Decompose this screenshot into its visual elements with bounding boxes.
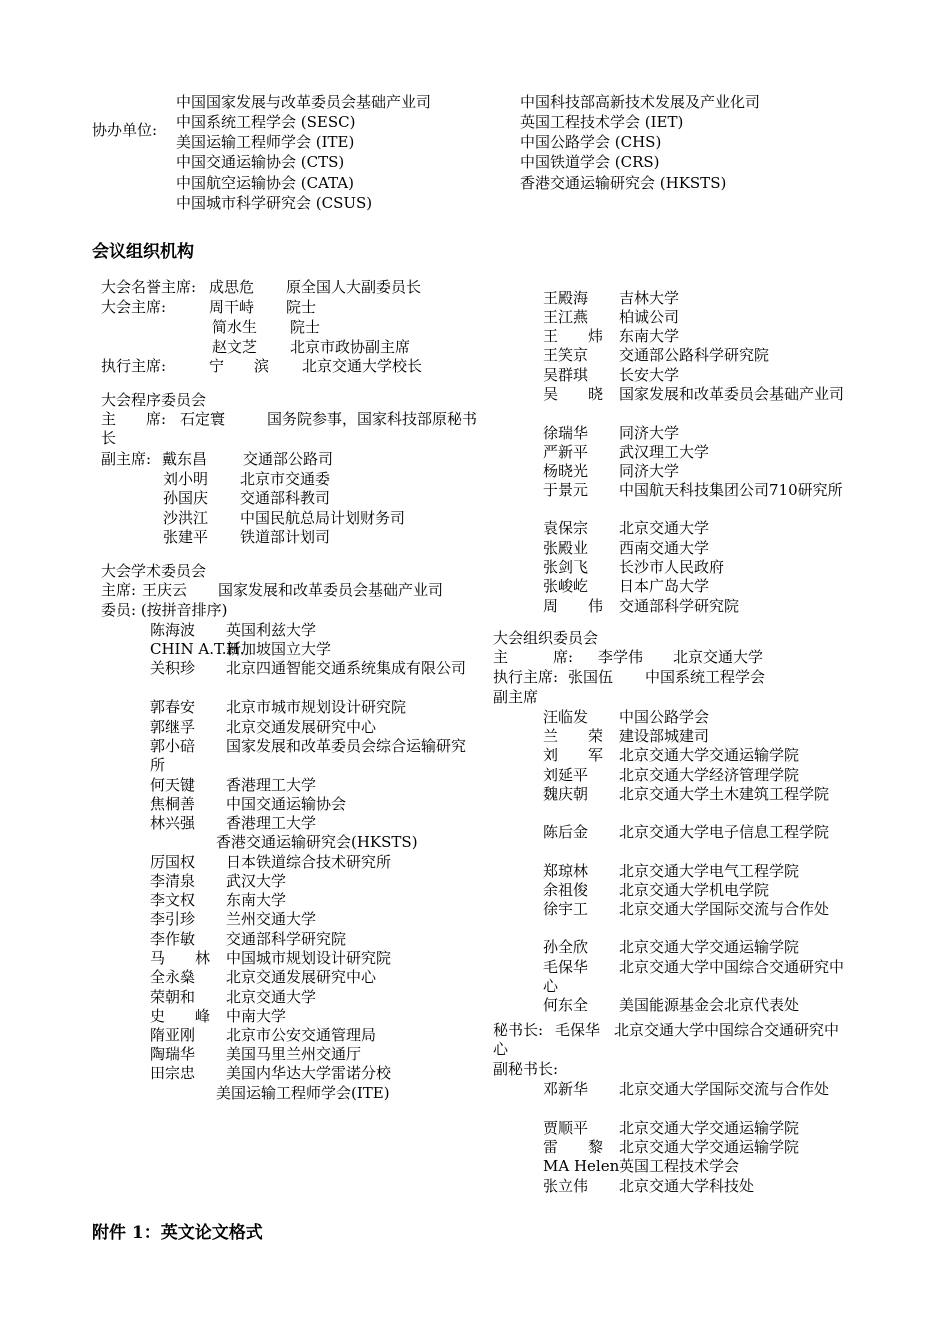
member-name: 魏庆朝	[543, 785, 589, 803]
chair-org-0: 院士	[286, 298, 317, 316]
program-vice-org-4: 铁道部计划司	[240, 528, 331, 546]
exec-chair-label: 执行主席:	[101, 357, 167, 375]
sec-org: 北京交通大学中国综合交通研究中心	[493, 1021, 840, 1058]
cohost-right-0: 中国科技部高新技术发展及产业化司	[520, 93, 761, 111]
chair-org-1: 院士	[290, 318, 321, 336]
dep-sec-label: 副秘书长:	[493, 1060, 559, 1078]
honorary-label: 大会名誉主席:	[101, 278, 197, 296]
organizing-chair-label: 主 席:	[493, 648, 574, 666]
member-org: 北京交通大学交通运输学院	[619, 1119, 800, 1137]
member-org: 交通部科学研究院	[619, 597, 740, 615]
member-org: 北京交通大学中国综合交通研究中心	[543, 958, 845, 995]
program-title: 大会程序委员会	[101, 391, 207, 409]
member-org: 交通部公路科学研究院	[619, 346, 770, 364]
member-name: 李作敏	[150, 930, 196, 948]
cohost-left-2: 美国运输工程师学会 (ITE)	[176, 133, 355, 151]
member-name: 陈海波	[150, 621, 196, 639]
member-org: 美国马里兰州交通厅	[226, 1045, 362, 1063]
organizing-chair-name: 李学伟	[598, 648, 644, 666]
organizing-vice-label: 副主席	[493, 688, 539, 706]
member-org: 建设部城建司	[619, 727, 710, 745]
member-name: CHIN A.T.H.	[150, 640, 245, 658]
appendix-title: 附件 1：英文论文格式	[92, 1223, 263, 1243]
member-org: 北京交通大学	[619, 519, 710, 537]
member-org: 北京交通大学国际交流与合作处	[619, 1080, 830, 1098]
member-org: 兰州交通大学	[226, 910, 317, 928]
member-org: 北京交通大学经济管理学院	[619, 766, 800, 784]
member-name: 李文权	[150, 891, 196, 909]
member-name: 焦桐善	[150, 795, 196, 813]
member-org: 香港理工大学	[226, 814, 317, 832]
academic-chair-label: 主席:	[101, 581, 137, 599]
member-name: 隋亚刚	[150, 1026, 196, 1044]
member-name: 郭继孚	[150, 718, 196, 736]
member-org: 北京交通大学机电学院	[619, 881, 770, 899]
member-name: 刘 军	[543, 746, 604, 764]
organizing-title: 大会组织委员会	[493, 629, 599, 647]
member-name: 杨晓光	[543, 462, 589, 480]
academic-members-label: 委员: (按拼音排序)	[101, 601, 228, 619]
member-org: 北京市城市规划设计研究院	[226, 698, 407, 716]
member-name: 荣朝和	[150, 988, 196, 1006]
member-org: 交通部科学研究院	[226, 930, 347, 948]
member-org: 北京交通大学土木建筑工程学院	[619, 785, 830, 803]
member-org: 同济大学	[619, 462, 680, 480]
member-org: 北京交通发展研究中心	[226, 718, 377, 736]
program-vice-name-3: 沙洪江	[163, 509, 209, 527]
member-org: 西南交通大学	[619, 539, 710, 557]
member-org: 同济大学	[619, 424, 680, 442]
member-name: 张剑飞	[543, 558, 589, 576]
member-name: 徐宇工	[543, 900, 589, 918]
sec-name: 毛保华	[555, 1021, 601, 1039]
cohost-left-5: 中国城市科学研究会 (CSUS)	[176, 194, 373, 212]
exec-chair-org: 北京交通大学校长	[302, 357, 423, 375]
program-vice-org-3: 中国民航总局计划财务司	[240, 509, 406, 527]
chair-name-2: 赵文芝	[212, 338, 258, 356]
member-org: 国家发展和改革委员会基础产业司	[619, 385, 845, 403]
member-name: 关积珍	[150, 659, 196, 677]
member-name: 何东全	[543, 996, 589, 1014]
member-name: 吴 晓	[543, 385, 604, 403]
cohost-right-1: 英国工程技术学会 (IET)	[520, 113, 684, 131]
cohost-label: 协办单位:	[92, 121, 158, 139]
member-name: 王殿海	[543, 289, 589, 307]
program-vice-label: 副主席:	[101, 450, 152, 468]
member-name: 张峻屹	[543, 577, 589, 595]
member-org: 北京交通大学科技处	[619, 1177, 755, 1195]
member-org: 武汉理工大学	[619, 443, 710, 461]
sec-label: 秘书长:	[493, 1021, 544, 1039]
member-name: 周 伟	[543, 597, 604, 615]
program-vice-name-2: 孙国庆	[163, 489, 209, 507]
member-org: 新加坡国立大学	[226, 640, 332, 658]
member-name: 刘延平	[543, 766, 589, 784]
member-name: 王 炜	[543, 327, 604, 345]
member-name: 陶瑞华	[150, 1045, 196, 1063]
member-org: 北京交通大学电气工程学院	[619, 862, 800, 880]
member-name: 李清泉	[150, 872, 196, 890]
academic-chair-org: 国家发展和改革委员会基础产业司	[218, 581, 444, 599]
member-org: 美国运输工程师学会(ITE)	[216, 1084, 390, 1102]
member-org: 中国交通运输协会	[226, 795, 347, 813]
member-org: 香港理工大学	[226, 776, 317, 794]
honorary-name: 成思危	[209, 278, 255, 296]
academic-chair-name: 王庆云	[142, 581, 188, 599]
program-chair-label: 主 席:	[101, 410, 167, 428]
member-org: 北京交通大学国际交流与合作处	[619, 900, 830, 918]
member-name: 王江燕	[543, 308, 589, 326]
member-name: 余祖俊	[543, 881, 589, 899]
member-org: 北京四通智能交通系统集成有限公司	[226, 659, 467, 677]
member-name: 陈后金	[543, 823, 589, 841]
cohost-left-4: 中国航空运输协会 (CATA)	[176, 174, 354, 192]
member-name: 张立伟	[543, 1177, 589, 1195]
member-name: 徐瑞华	[543, 424, 589, 442]
program-vice-name-1: 刘小明	[163, 470, 209, 488]
member-org: 东南大学	[619, 327, 680, 345]
organizing-exec-label: 执行主席:	[493, 668, 559, 686]
member-org: 吉林大学	[619, 289, 680, 307]
member-name: 郑琼林	[543, 862, 589, 880]
member-name: 李引珍	[150, 910, 196, 928]
program-chair-name: 石定寰	[180, 410, 226, 428]
member-name: 邓新华	[543, 1080, 589, 1098]
member-org: 英国利兹大学	[226, 621, 317, 639]
member-org: 长安大学	[619, 366, 680, 384]
cohost-left-1: 中国系统工程学会 (SESC)	[176, 113, 356, 131]
member-name: 何天键	[150, 776, 196, 794]
member-name: 袁保宗	[543, 519, 589, 537]
program-vice-org-1: 北京市交通委	[240, 470, 331, 488]
member-name: 张殿业	[543, 539, 589, 557]
member-org: 北京交通大学交通运输学院	[619, 746, 800, 764]
member-org: 北京交通大学交通运输学院	[619, 1138, 800, 1156]
member-org: 武汉大学	[226, 872, 287, 890]
member-name: 贾顺平	[543, 1119, 589, 1137]
chairs-label: 大会主席:	[101, 298, 167, 316]
member-org: 日本广岛大学	[619, 577, 710, 595]
cohost-right-2: 中国公路学会 (CHS)	[520, 133, 662, 151]
member-name: 田宗忠	[150, 1064, 196, 1082]
member-name: 王笑京	[543, 346, 589, 364]
chair-org-2: 北京市政协副主席	[290, 338, 411, 356]
organizing-chair-org: 北京交通大学	[673, 648, 764, 666]
member-name: 史 峰	[150, 1007, 211, 1025]
member-org: 中国航天科技集团公司710研究所	[619, 481, 843, 499]
member-name: 厉国权	[150, 853, 196, 871]
member-org: 中南大学	[226, 1007, 287, 1025]
program-chair-org: 国务院参事，国家科技部原秘书长	[101, 410, 478, 447]
member-name: MA Helen	[543, 1157, 620, 1175]
member-org: 中国城市规划设计研究院	[226, 949, 392, 967]
cohost-right-4: 香港交通运输研究会 (HKSTS)	[520, 174, 727, 192]
program-vice-name-0: 戴东昌	[162, 450, 208, 468]
member-name: 汪临发	[543, 708, 589, 726]
member-org: 香港交通运输研究会(HKSTS)	[216, 833, 418, 851]
member-org: 北京交通大学交通运输学院	[619, 938, 800, 956]
member-name: 雷 黎	[543, 1138, 604, 1156]
member-org: 北京市公安交通管理局	[226, 1026, 377, 1044]
exec-chair-name: 宁 滨	[209, 357, 270, 375]
organizing-exec-org: 中国系统工程学会	[645, 668, 766, 686]
member-name: 郭春安	[150, 698, 196, 716]
member-org: 柏诚公司	[619, 308, 680, 326]
chair-name-0: 周干峙	[209, 298, 255, 316]
program-vice-org-0: 交通部公路司	[243, 450, 334, 468]
member-name: 孙全欣	[543, 938, 589, 956]
member-name: 兰 荣	[543, 727, 604, 745]
member-org: 北京交通大学电子信息工程学院	[619, 823, 830, 841]
organizing-exec-name: 张国伍	[568, 668, 614, 686]
member-name: 于景元	[543, 481, 589, 499]
section-title: 会议组织机构	[92, 242, 194, 262]
member-org: 北京交通大学	[226, 988, 317, 1006]
cohost-right-3: 中国铁道学会 (CRS)	[520, 153, 660, 171]
member-name: 吴群琪	[543, 366, 589, 384]
member-org: 日本铁道综合技术研究所	[226, 853, 392, 871]
program-vice-name-4: 张建平	[163, 528, 209, 546]
member-org: 美国内华达大学雷诺分校	[226, 1064, 392, 1082]
member-name: 郭小碚	[150, 737, 196, 755]
member-org: 中国公路学会	[619, 708, 710, 726]
cohost-left-0: 中国国家发展与改革委员会基础产业司	[176, 93, 432, 111]
member-org: 国家发展和改革委员会综合运输研究所	[150, 737, 467, 774]
member-name: 林兴强	[150, 814, 196, 832]
cohost-left-3: 中国交通运输协会 (CTS)	[176, 153, 345, 171]
member-org: 北京交通发展研究中心	[226, 968, 377, 986]
member-org: 英国工程技术学会	[619, 1157, 740, 1175]
member-name: 全永燊	[150, 968, 196, 986]
academic-title: 大会学术委员会	[101, 562, 207, 580]
member-org: 美国能源基金会北京代表处	[619, 996, 800, 1014]
member-name: 马 林	[150, 949, 211, 967]
member-name: 毛保华	[543, 958, 589, 976]
member-name: 严新平	[543, 443, 589, 461]
member-org: 长沙市人民政府	[619, 558, 725, 576]
honorary-org: 原全国人大副委员长	[286, 278, 422, 296]
program-vice-org-2: 交通部科教司	[240, 489, 331, 507]
chair-name-1: 简水生	[212, 318, 258, 336]
member-org: 东南大学	[226, 891, 287, 909]
